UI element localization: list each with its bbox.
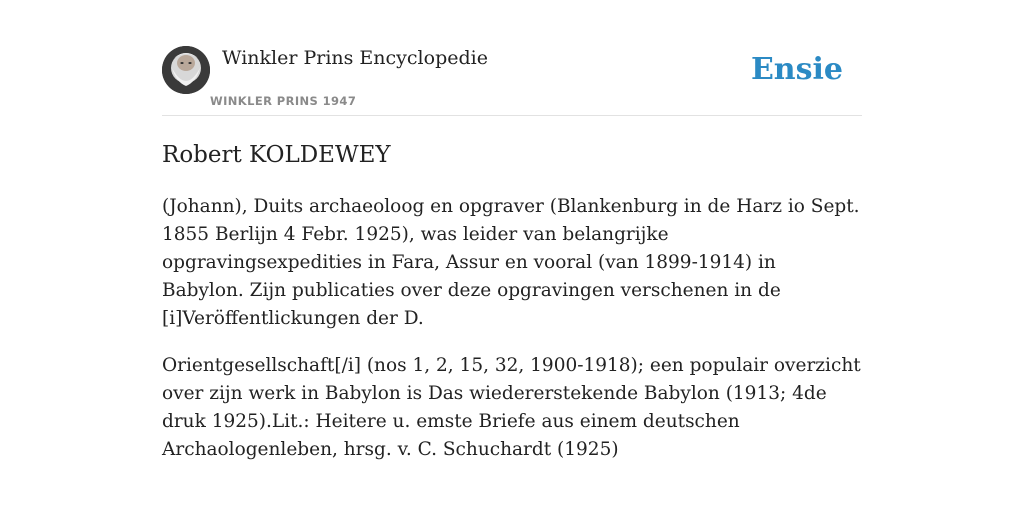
page bbox=[162, 0, 862, 464]
bearded-man-portrait-icon bbox=[162, 46, 210, 94]
article-paragraph-2: Orientgesellschaft[/i] (nos 1, 2, 15, 32, 1900-1918); een populair overzicht over zijn werk in Babylon is Das wiedererstekende Babylon (1913; 4de druk 1925).Lit.: Heitere u. emste Briefe aus einem deutschen Archaologenleben, hrsg. v. C. Schuchardt (1925) bbox=[162, 355, 861, 460]
article-title: Robert KOLDEWEY bbox=[162, 142, 391, 168]
avatar[interactable] bbox=[162, 46, 210, 94]
site-title[interactable]: Winkler Prins Encyclopedie bbox=[222, 47, 488, 69]
site-subtitle: WINKLER PRINS 1947 bbox=[210, 94, 357, 108]
brand-logo[interactable]: Ensie bbox=[750, 52, 843, 87]
article-paragraph-1: (Johann), Duits archaeoloog en opgraver (Blankenburg in de Harz io Sept. 1855 Berlijn 4 Febr. 1925), was leider van belangrijke opgravingsexpedities in Fara, Assur en vooral (van 1899-1914) in Babylon. Zijn publicaties over deze opgravingen verschenen in de [i]Veröffentlickungen der D. bbox=[162, 196, 860, 329]
site-header bbox=[162, 46, 862, 116]
